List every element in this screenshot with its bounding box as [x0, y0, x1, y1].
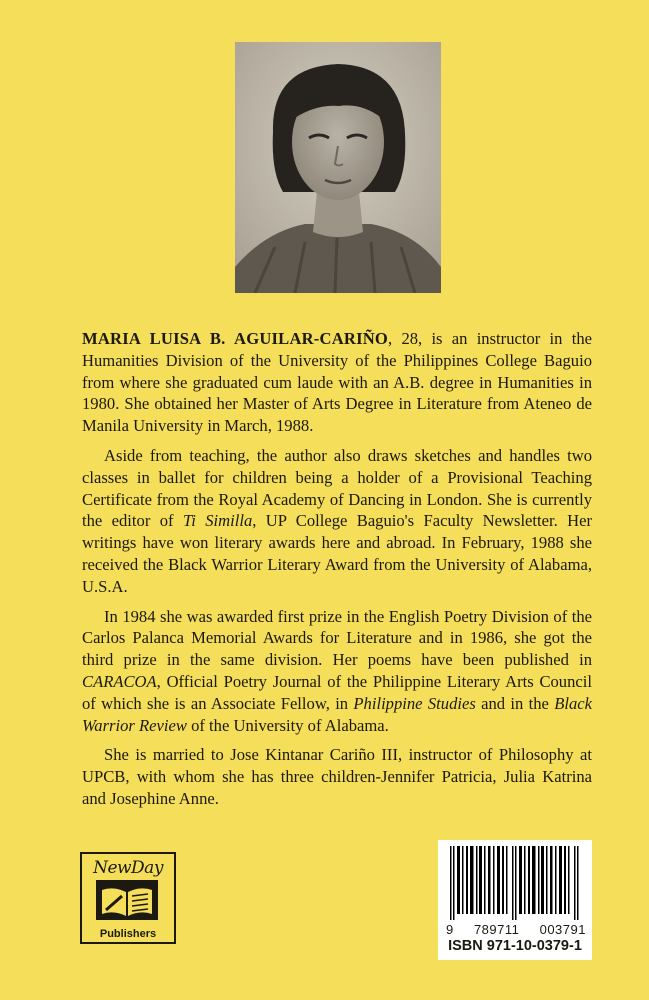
bio-paragraph-2: Aside from teaching, the author also draws sketches and handles two classes in ballet for children being a holder of a Provisional Teaching Certificate from the Royal Academy of Dancing in London. She is currently the editor of Ti Similla, UP College Baguio's Faculty Newsletter. Her writings have won literary awards here and abroad. In February, 1988 she received the Black Warrior Literary Award from the University of Alabama, U.S.A. — [82, 445, 593, 596]
publisher-brand: NewDay — [93, 858, 163, 878]
journal-title-black-warrior-review: Black Warrior Review — [82, 693, 592, 735]
author-photo — [235, 42, 441, 293]
author-biography — [82, 328, 592, 818]
publisher-name: Publishers — [99, 928, 157, 940]
bio-paragraph-3: In 1984 she was awarded first prize in the English Poetry Division of the Carlos Palanca Memorial Awards for Literature and in 1986, she got the third prize in the same division. Her poems have been published in CARACOA, Official Poetry Journal of the Philippine Literary Arts Council of which she is an Associate Fellow, in Philippine Studies and in the Black Warrior Review of the University of Alabama. — [82, 606, 592, 735]
isbn-number: ISBN 971-10-0379-1 — [448, 938, 582, 954]
barcode-bars — [448, 846, 582, 920]
author-name: MARIA LUISA B. AGUILAR-CARIÑO — [82, 329, 389, 348]
publisher-logo — [80, 852, 176, 944]
author-portrait-image — [235, 42, 441, 293]
bio-paragraph-1: MARIA LUISA B. AGUILAR-CARIÑO, 28, is an instructor in the Humanities Division of the University of the Philippines College Baguio from where she graduated cum laude with an A.B. degree in Humanities in 1980. She obtained her Master of Arts Degree in Literature from Ateneo de Manila University in March, 1988. — [82, 329, 592, 436]
isbn-barcode — [438, 840, 592, 960]
newsletter-title: Ti Similla — [182, 511, 253, 531]
barcode-digits: 9 789711 003791 — [446, 922, 586, 937]
book-emblem-icon — [96, 880, 158, 920]
journal-title-philippine-studies: Philippine Studies — [353, 693, 476, 713]
bio-paragraph-4: She is married to Jose Kintanar Cariño III, instructor of Philosophy at UPCB, with whom she has three children-Jennifer Patricia, Julia Katrina and Josephine Anne. — [82, 745, 592, 808]
journal-title-caracoa: CARACOA — [82, 671, 157, 691]
